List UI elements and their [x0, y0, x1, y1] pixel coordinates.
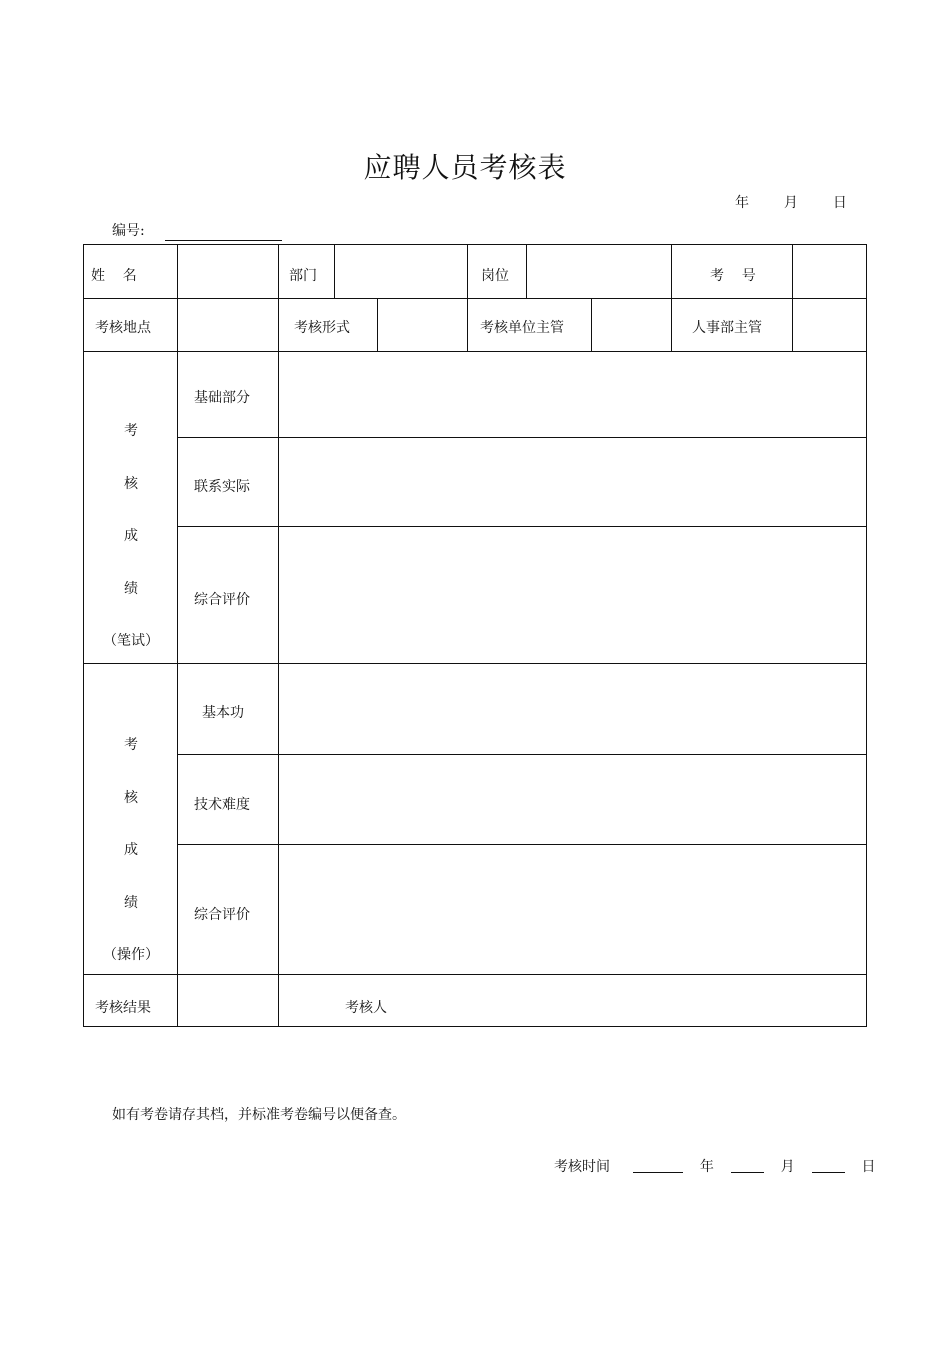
exam-month-field[interactable]	[731, 1158, 764, 1173]
written-overall-field[interactable]	[280, 528, 865, 662]
exam-year-label: 年	[699, 1159, 714, 1175]
archive-note: 如有考卷请存其档，并标准考卷编号以便备查。	[112, 1107, 406, 1123]
date-day-label: 日	[832, 195, 847, 211]
written-overall-label: 综合评价	[194, 592, 250, 608]
exam-location-input[interactable]	[179, 300, 277, 350]
unit-head-label: 考核单位主管	[480, 320, 564, 336]
col-divider	[377, 298, 378, 351]
exam-time-label: 考核时间	[554, 1159, 610, 1175]
date-month-label: 月	[783, 195, 798, 211]
name-label: 姓 名	[91, 268, 137, 284]
exam-form-input[interactable]	[379, 300, 466, 350]
exam-number-label: 考 号	[710, 268, 756, 284]
exam-year-field[interactable]	[633, 1158, 683, 1173]
technical-difficulty-label: 技术难度	[194, 797, 250, 813]
col-divider	[278, 351, 279, 1027]
practical-application-score-field[interactable]	[280, 439, 865, 525]
hr-head-label: 人事部主管	[692, 320, 762, 336]
practical-overall-field[interactable]	[280, 845, 865, 973]
exam-time-line	[554, 1156, 875, 1176]
date-year-label: 年	[735, 195, 749, 211]
page-title: 应聘人员考核表	[363, 151, 567, 184]
col-divider	[671, 245, 672, 351]
practical-overall-label: 综合评价	[194, 907, 250, 923]
exam-number-input[interactable]	[794, 247, 864, 297]
exam-day-field[interactable]	[812, 1158, 845, 1173]
date-header	[735, 192, 847, 212]
result-input[interactable]	[179, 976, 277, 1026]
col-divider	[177, 245, 178, 351]
unit-head-input[interactable]	[593, 300, 670, 350]
fundamentals-score-field[interactable]	[280, 664, 865, 752]
form-number-field[interactable]	[165, 240, 282, 241]
col-divider	[334, 245, 335, 298]
row-divider	[84, 298, 866, 299]
col-divider	[792, 245, 793, 351]
form-number-label: 编号:	[112, 223, 145, 239]
hr-head-input[interactable]	[794, 300, 864, 350]
written-score-label: 考 核 成 绩 （笔试）	[103, 423, 159, 649]
department-label: 部门	[289, 268, 317, 284]
basics-label: 基础部分	[194, 390, 250, 406]
department-input[interactable]	[336, 247, 466, 297]
exam-day-label: 日	[861, 1159, 876, 1175]
examiner-label: 考核人	[345, 1000, 387, 1016]
position-input[interactable]	[528, 247, 670, 297]
exam-month-label: 月	[780, 1159, 795, 1175]
result-label: 考核结果	[95, 1000, 151, 1016]
exam-location-label: 考核地点	[95, 320, 151, 336]
col-divider	[591, 298, 592, 351]
col-divider	[467, 245, 468, 351]
basics-score-field[interactable]	[280, 352, 865, 436]
col-divider	[526, 245, 527, 298]
practical-score-label: 考 核 成 绩 （操作）	[103, 737, 159, 963]
row-divider	[177, 526, 866, 527]
fundamentals-label: 基本功	[202, 705, 244, 721]
practical-application-label: 联系实际	[194, 479, 250, 495]
name-input[interactable]	[179, 247, 277, 297]
row-divider	[177, 437, 866, 438]
technical-difficulty-score-field[interactable]	[280, 755, 865, 843]
exam-form-label: 考核形式	[294, 320, 350, 336]
row-divider	[84, 974, 866, 975]
assessment-table	[83, 244, 867, 1027]
position-label: 岗位	[481, 268, 509, 284]
col-divider	[278, 245, 279, 351]
